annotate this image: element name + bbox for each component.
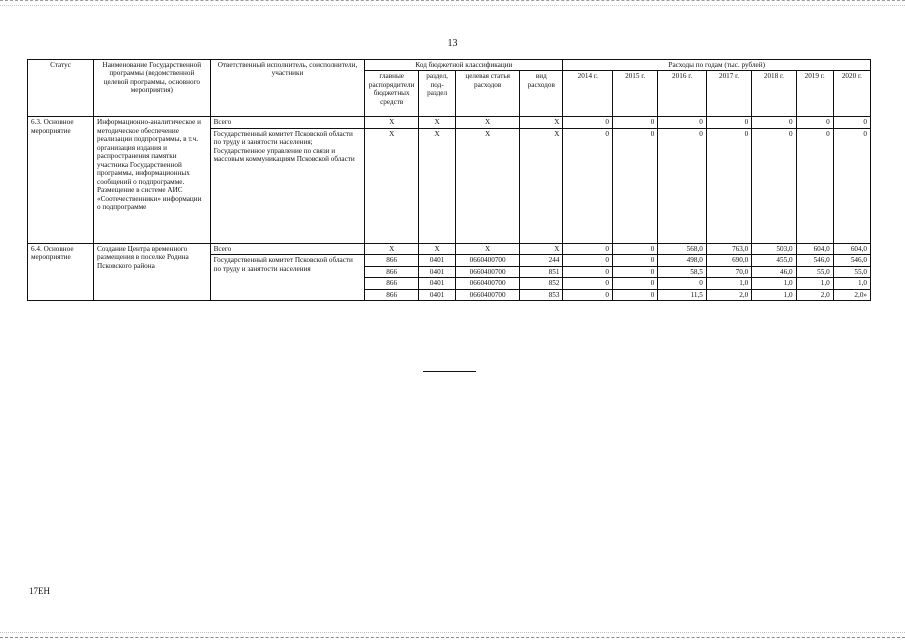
value-cell: 0 — [563, 289, 613, 300]
value-cell: 0 — [752, 128, 796, 243]
value-cell: 55,0 — [796, 266, 833, 277]
section-cell: 0401 — [419, 255, 456, 266]
program-name-cell: Создание Центра временного размещения в поселке Родина Псковского района — [94, 243, 211, 300]
target-article-cell: 0660400700 — [456, 255, 520, 266]
executor-cell: Государственный комитет Псковской области по труду и занятости населения; Государственное управление по связи и массовым коммуникациям Псковской области — [210, 128, 365, 243]
target-article-cell: X — [456, 243, 520, 254]
value-cell: 1,0 — [706, 278, 751, 289]
target-article-cell: 0660400700 — [456, 278, 520, 289]
section-cell: X — [419, 117, 456, 128]
header-expense-kind: вид расходов — [520, 71, 563, 117]
section-cell: 0401 — [419, 289, 456, 300]
grbs-cell: X — [365, 117, 419, 128]
value-cell: 2,0 — [706, 289, 751, 300]
value-cell: 0 — [612, 128, 657, 243]
value-cell: 568,0 — [658, 243, 706, 254]
value-cell: 0 — [658, 278, 706, 289]
table-row — [28, 117, 871, 128]
value-cell: 0 — [833, 117, 870, 128]
value-cell: 0 — [796, 128, 833, 243]
expense-kind-cell: 851 — [520, 266, 563, 277]
header-year: 2014 г. — [563, 71, 613, 117]
value-cell: 0 — [706, 128, 751, 243]
executor-cell: Всего — [210, 117, 365, 128]
value-cell: 763,0 — [706, 243, 751, 254]
status-cell: 6.4. Основное мероприятие — [28, 243, 94, 300]
executor-cell: Всего — [210, 243, 365, 254]
value-cell: 0 — [833, 128, 870, 243]
status-cell: 6.3. Основное мероприятие — [28, 117, 94, 243]
value-cell: 0 — [752, 117, 796, 128]
value-cell: 0 — [563, 255, 613, 266]
value-cell: 11,5 — [658, 289, 706, 300]
header-year: 2016 г. — [658, 71, 706, 117]
target-article-cell: 0660400700 — [456, 289, 520, 300]
value-cell: 55,0 — [833, 266, 870, 277]
target-article-cell: 0660400700 — [456, 266, 520, 277]
expense-kind-cell: 244 — [520, 255, 563, 266]
header-year: 2017 г. — [706, 71, 751, 117]
header-expenses: Расходы по годам (тыс. рублей) — [563, 60, 871, 71]
header-year: 2015 г. — [612, 71, 657, 117]
value-cell: 0 — [706, 117, 751, 128]
document-code: 17ЕН — [29, 586, 50, 596]
header-year: 2019 г. — [796, 71, 833, 117]
value-cell: 0 — [563, 266, 613, 277]
value-cell: 455,0 — [752, 255, 796, 266]
end-rule-divider — [423, 371, 476, 372]
value-cell: 0 — [612, 289, 657, 300]
value-cell: 1,0 — [833, 278, 870, 289]
expense-kind-cell: 852 — [520, 278, 563, 289]
page-number: 13 — [447, 38, 458, 49]
value-cell: 0 — [612, 243, 657, 254]
value-cell: 2,0 — [796, 289, 833, 300]
section-cell: 0401 — [419, 278, 456, 289]
value-cell: 0 — [612, 278, 657, 289]
value-cell: 503,0 — [752, 243, 796, 254]
header-section: раздел, под-раздел — [419, 71, 456, 117]
value-cell: 0 — [563, 128, 613, 243]
value-cell: 604,0 — [833, 243, 870, 254]
value-cell: 0 — [612, 255, 657, 266]
section-cell: X — [419, 128, 456, 243]
value-cell: 0 — [563, 243, 613, 254]
value-cell: 0 — [658, 128, 706, 243]
value-cell: 0 — [612, 266, 657, 277]
value-cell: 690,0 — [706, 255, 751, 266]
value-cell: 546,0 — [833, 255, 870, 266]
value-cell: 70,0 — [706, 266, 751, 277]
grbs-cell: 866 — [365, 289, 419, 300]
value-cell: 46,0 — [752, 266, 796, 277]
value-cell: 0 — [563, 278, 613, 289]
header-budget-code: Код бюджетной классификации — [365, 60, 563, 71]
header-program-name: Наименование Государственной программы (ведомственной целевой программы, основного мероприятия) — [94, 60, 211, 117]
budget-table — [27, 59, 871, 301]
value-cell: 0 — [658, 117, 706, 128]
grbs-cell: 866 — [365, 278, 419, 289]
expense-kind-cell: 853 — [520, 289, 563, 300]
value-cell: 604,0 — [796, 243, 833, 254]
value-cell: 1,0 — [752, 289, 796, 300]
header-target-article: целевая статья расходов — [456, 71, 520, 117]
value-cell: 0 — [796, 117, 833, 128]
scan-bottom-edge — [0, 632, 905, 638]
header-year: 2020 г. — [833, 71, 870, 117]
grbs-cell: 866 — [365, 255, 419, 266]
value-cell: 2,0» — [833, 289, 870, 300]
executor-cell: Государственный комитет Псковской области по труду и занятости населения — [210, 255, 365, 301]
section-cell: 0401 — [419, 266, 456, 277]
program-name-cell: Информационно-аналитическое и методическое обеспечение реализации подпрограммы, в т.ч. организация издания и распространения памятки участника Государственной программы, информационных сообщений о подпрограмме. Размещение в системе АИС «Соотечественники» информации о подпрограмме — [94, 117, 211, 243]
header-status: Статус — [28, 60, 94, 117]
section-cell: X — [419, 243, 456, 254]
value-cell: 498,0 — [658, 255, 706, 266]
table-row — [28, 243, 871, 254]
header-year: 2018 г. — [752, 71, 796, 117]
grbs-cell: X — [365, 243, 419, 254]
value-cell: 1,0 — [796, 278, 833, 289]
header-grbs: главные распорядители бюджетных средств — [365, 71, 419, 117]
target-article-cell: X — [456, 117, 520, 128]
scan-top-edge — [0, 0, 905, 6]
grbs-cell: X — [365, 128, 419, 243]
header-executor: Ответственный исполнитель, соисполнители, участники — [210, 60, 365, 117]
expense-kind-cell: X — [520, 243, 563, 254]
value-cell: 0 — [563, 117, 613, 128]
value-cell: 0 — [612, 117, 657, 128]
expense-kind-cell: X — [520, 117, 563, 128]
value-cell: 1,0 — [752, 278, 796, 289]
expense-kind-cell: X — [520, 128, 563, 243]
value-cell: 546,0 — [796, 255, 833, 266]
grbs-cell: 866 — [365, 266, 419, 277]
value-cell: 58,5 — [658, 266, 706, 277]
target-article-cell: X — [456, 128, 520, 243]
